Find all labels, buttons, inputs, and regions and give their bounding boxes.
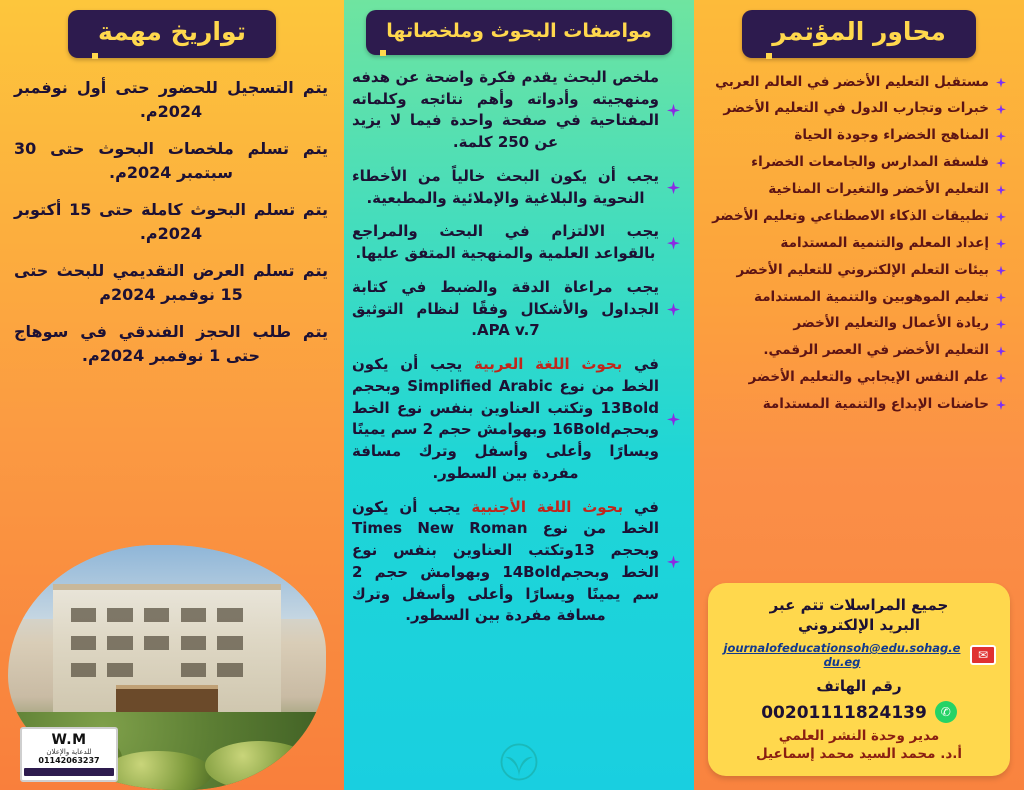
phone-number[interactable]: 00201111824139 bbox=[761, 703, 927, 723]
contact-role: مدير وحدة النشر العلمي bbox=[778, 728, 940, 744]
list-item: يتم تسلم ملخصات البحوث حتى 30 سبتمبر 2024م. bbox=[14, 138, 328, 182]
sparkle-bullet-icon bbox=[996, 266, 1006, 276]
sparkle-bullet-icon bbox=[996, 131, 1006, 141]
list-item bbox=[704, 289, 1006, 306]
column-conference-axes bbox=[694, 0, 1024, 790]
axes-item-label: بيئات التعلم الإلكتروني للتعليم الأخضر bbox=[736, 261, 989, 278]
axes-item-label: خبرات وتجارب الدول في التعليم الأخضر bbox=[723, 100, 989, 117]
axes-list bbox=[694, 74, 1024, 413]
sparkle-bullet-icon bbox=[996, 400, 1006, 410]
contact-title-line2: البريد الإلكتروني bbox=[798, 615, 920, 634]
spec-text: يجب مراعاة الدقة والضبط في كتابة الجداول والأشكال وفقًا لنظام التوثيق APA v.7. bbox=[352, 277, 659, 340]
list-item bbox=[704, 181, 1006, 198]
sparkle-bullet-icon bbox=[996, 319, 1006, 329]
sparkle-bullet-icon bbox=[996, 78, 1006, 88]
axes-item-label: مستقبل التعليم الأخضر في العالم العربي bbox=[715, 73, 989, 90]
dates-list bbox=[0, 76, 344, 368]
sparkle-bullet-icon bbox=[667, 104, 680, 117]
list-item bbox=[704, 154, 1006, 171]
list-item bbox=[704, 208, 1006, 225]
sparkle-bullet-icon bbox=[996, 104, 1006, 114]
axes-item-label: المناهج الخضراء وجودة الحياة bbox=[794, 127, 989, 144]
list-item bbox=[704, 342, 1006, 359]
sparkle-bullet-icon bbox=[996, 185, 1006, 195]
axes-item-label: التعليم الأخضر والتغيرات المناخية bbox=[768, 181, 989, 197]
spec-text: ملخص البحث يقدم فكرة واضحة عن هدفه ومنهجيته وأدواته وأهم نتائجه وكلماته المفتاحية في صفحة واحدة فيما لا يزيد عن 250 كلمة. bbox=[352, 67, 659, 152]
sparkle-bullet-icon bbox=[996, 239, 1006, 249]
dates-title-wrap bbox=[0, 0, 344, 58]
watermark-bar bbox=[24, 768, 114, 776]
photo-bush bbox=[103, 751, 211, 790]
list-item bbox=[704, 100, 1006, 117]
envelope-icon: ✉ bbox=[970, 645, 996, 665]
watermark-mark: W.M bbox=[51, 731, 87, 748]
column-important-dates bbox=[0, 0, 344, 790]
sparkle-bullet-icon bbox=[667, 181, 680, 194]
axes-item-label: تعليم الموهوبين والتنمية المستدامة bbox=[754, 288, 989, 305]
axes-item-label: تطبيقات الذكاء الاصطناعي وتعليم الأخضر bbox=[712, 207, 989, 224]
watermark-line1: للدعاية والإعلان bbox=[46, 747, 92, 756]
list-item bbox=[704, 315, 1006, 332]
phone-label: رقم الهاتف bbox=[816, 677, 902, 695]
axes-item-label: ريادة الأعمال والتعليم الأخضر bbox=[793, 315, 989, 332]
list-item bbox=[352, 354, 680, 485]
spec-text: في بحوث اللغة العربية يجب أن يكون الخط من نوع Simplified Arabic وبحجم 13Bold وتكتب العناوين بنفس نوع الخط وبحجم16Bold وبهوامش حجم 2 سم يمينًا ويسارًا وأعلى وأسفل وترك مسافة مفردة بين السطور. bbox=[352, 355, 660, 482]
watermark-line2: 01142063237 bbox=[38, 755, 100, 765]
dates-title: تواريخ مهمة bbox=[68, 10, 276, 58]
photo-bush bbox=[205, 741, 313, 790]
contact-title-line1: جميع المراسلات تتم عبر bbox=[769, 595, 949, 614]
sparkle-bullet-icon bbox=[996, 158, 1006, 168]
axes-item-label: التعليم الأخضر في العصر الرقمي. bbox=[763, 342, 989, 359]
axes-item-label: إعداد المعلم والتنمية المستدامة bbox=[780, 234, 989, 251]
email-row bbox=[722, 641, 996, 669]
column-research-specs bbox=[344, 0, 694, 790]
email-link[interactable]: journalofeducationsoh@edu.sohag.edu.eg bbox=[723, 641, 961, 669]
sparkle-bullet-icon bbox=[996, 293, 1006, 303]
axes-title: محاور المؤتمر bbox=[742, 10, 976, 58]
list-item bbox=[352, 221, 680, 265]
sparkle-bullet-icon bbox=[667, 303, 680, 316]
list-item bbox=[704, 262, 1006, 279]
spec-text: يجب أن يكون البحث خالياً من الأخطاء النحوية والبلاغية والإملائية والمطبعية. bbox=[352, 166, 659, 207]
sparkle-bullet-icon bbox=[996, 346, 1006, 356]
sparkle-bullet-icon bbox=[667, 237, 680, 250]
sparkle-bullet-icon bbox=[996, 373, 1006, 383]
list-item bbox=[704, 74, 1006, 91]
list-item bbox=[352, 67, 680, 154]
axes-item-label: فلسفة المدارس والجامعات الخضراء bbox=[751, 154, 989, 171]
axes-item-label: علم النفس الإيجابي والتعليم الأخضر bbox=[748, 369, 989, 386]
sparkle-bullet-icon bbox=[667, 413, 680, 426]
contact-name: أ.د. محمد السيد محمد إسماعيل bbox=[755, 746, 963, 762]
list-item bbox=[352, 497, 680, 628]
list-item bbox=[704, 396, 1006, 413]
list-item: يتم تسلم البحوث كاملة حتى 15 أكتوبر 2024م. bbox=[14, 199, 328, 243]
eco-leaf-watermark-icon bbox=[499, 742, 539, 782]
list-item bbox=[704, 235, 1006, 252]
list-item: يتم التسجيل للحضور حتى أول نوفمبر 2024م. bbox=[14, 77, 328, 121]
axes-item-label: حاضنات الإبداع والتنمية المستدامة bbox=[762, 396, 989, 412]
specs-list bbox=[344, 67, 694, 627]
list-item: يتم طلب الحجز الفندقي في سوهاج حتى 1 نوفمبر 2024م. bbox=[14, 321, 328, 365]
sparkle-bullet-icon bbox=[667, 555, 680, 568]
list-item bbox=[704, 369, 1006, 386]
whatsapp-icon: ✆ bbox=[935, 701, 957, 723]
spec-text: في بحوث اللغة الأجنبية يجب أن يكون الخط من نوع Times New Roman وبحجم 13وتكتب العناوين بنفس نوع الخط وبحجم14Bold وبهوامش حجم 2 سم يمينًا ويسارًا وأعلى وأسفل وترك مسافة مفردة بين السطور. bbox=[352, 497, 660, 625]
spec-text: يجب الالتزام في البحث والمراجع بالقواعد العلمية والمنهجية المتفق عليها. bbox=[352, 222, 659, 263]
phone-row bbox=[722, 701, 996, 723]
specs-title-wrap bbox=[344, 0, 694, 55]
list-item bbox=[704, 127, 1006, 144]
list-item: يتم تسلم العرض التقديمي للبحث حتى 15 نوفمبر 2024م bbox=[14, 260, 328, 304]
contact-card bbox=[708, 583, 1010, 777]
list-item bbox=[352, 166, 680, 210]
specs-title: مواصفات البحوث وملخصاتها bbox=[366, 10, 671, 55]
list-item bbox=[352, 277, 680, 342]
designer-watermark bbox=[20, 727, 118, 782]
axes-title-wrap bbox=[694, 0, 1024, 58]
sparkle-bullet-icon bbox=[996, 212, 1006, 222]
